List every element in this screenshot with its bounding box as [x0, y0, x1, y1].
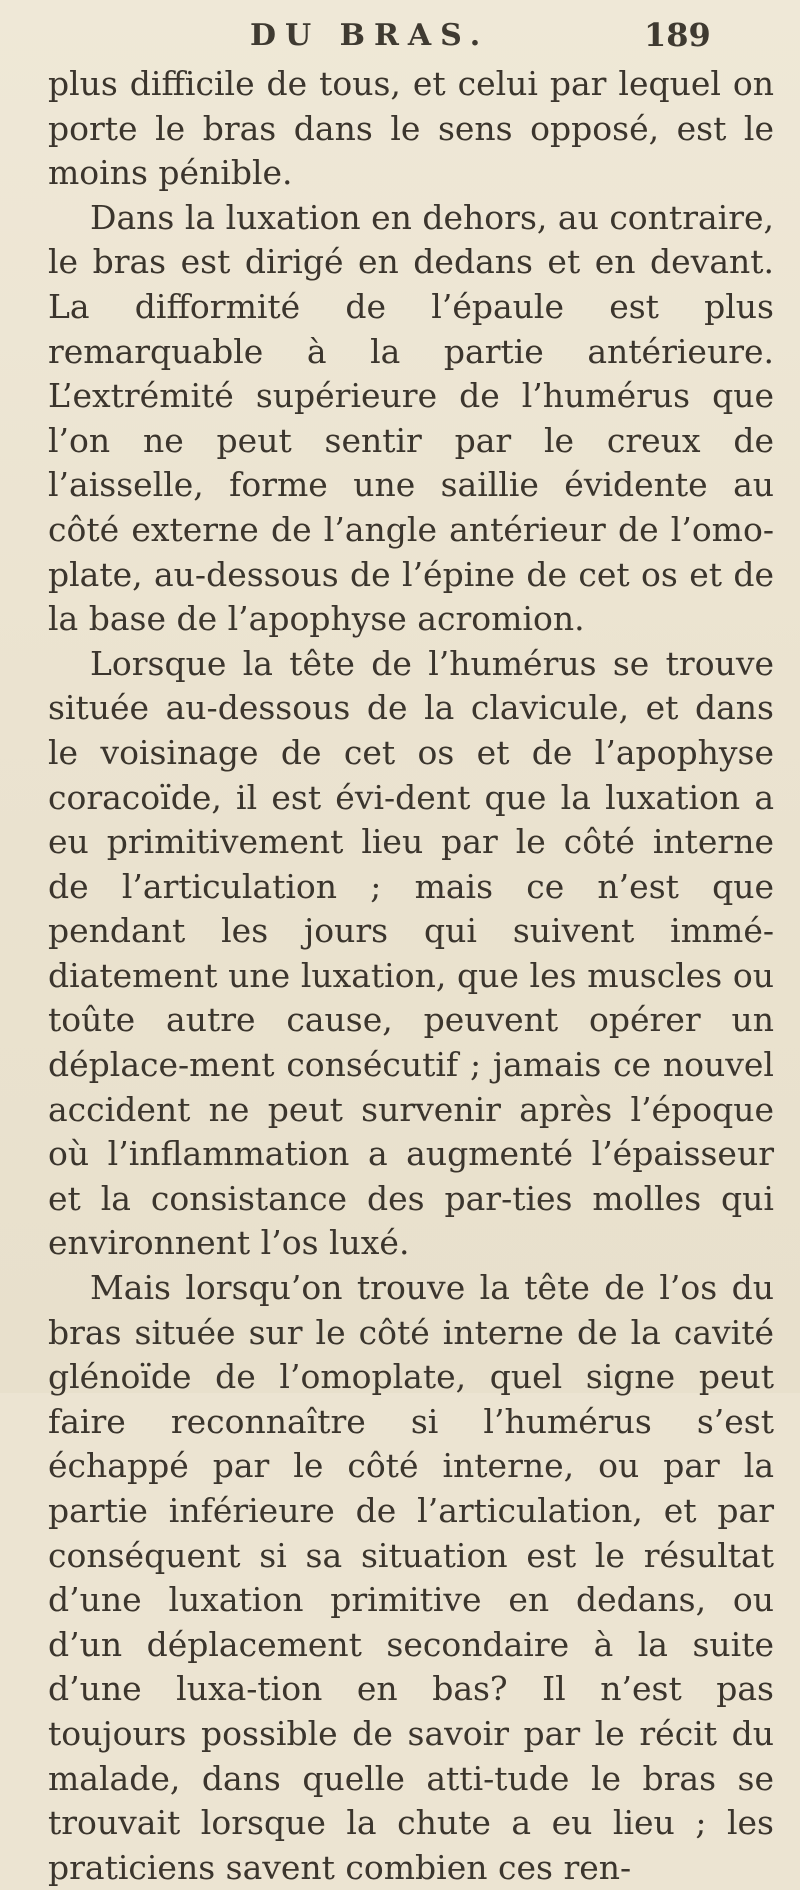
paragraph-4: Mais lorsqu’on trouve la tête de l’os du bras située sur le côté interne de la cavité glénoïde de l’omoplate, quel signe peut faire reconnaître si l’humérus s’est échappé par le côté interne, ou par la partie inférieure de l’articulation, et par conséquent si sa situation est le résultat d’une luxation primitive en dedans, ou d’un déplacement secondaire à la suite d’une luxa-tion en bas? Il n’est pas toujours possible de savoir par le récit du malade, dans quelle atti-tude le bras se trouvait lorsque la chute a eu lieu ; les praticiens savent combien ces ren- [48, 1268, 774, 1887]
page-text [48, 62, 774, 1890]
page-number: 189 [644, 16, 711, 54]
paragraph-1: plus difficile de tous, et celui par lequel on porte le bras dans le sens opposé, est le moins pénible. [48, 64, 774, 193]
paragraph-2: Dans la luxation en dehors, au contraire, le bras est dirigé en dedans et en devant. La difformité de l’épaule est plus remarquable à la partie antérieure. L’extrémité supérieure de l’humérus que l’on ne peut sentir par le creux de l’aisselle, forme une saillie évidente au côté externe de l’angle antérieur de l’omo-plate, au-dessous de l’épine de cet os et de la base de l’apophyse acromion. [48, 197, 774, 639]
paragraph-3: Lorsque la tête de l’humérus se trouve située au-dessous de la clavicule, et dans le voisinage de cet os et de l’apophyse coracoïde, il est évi-dent que la luxation a eu primitivement lieu par le côté interne de l’articulation ; mais ce n’est que pendant les jours qui suivent immé-diatement une luxation, que les muscles ou toûte autre cause, peuvent opérer un déplace-ment consécutif ; jamais ce nouvel accident ne peut survenir après l’époque où l’inflammation a augmenté l’épaisseur et la consistance des par-ties molles qui environnent l’os luxé. [48, 643, 774, 1263]
running-title: DU BRAS. [250, 18, 490, 53]
